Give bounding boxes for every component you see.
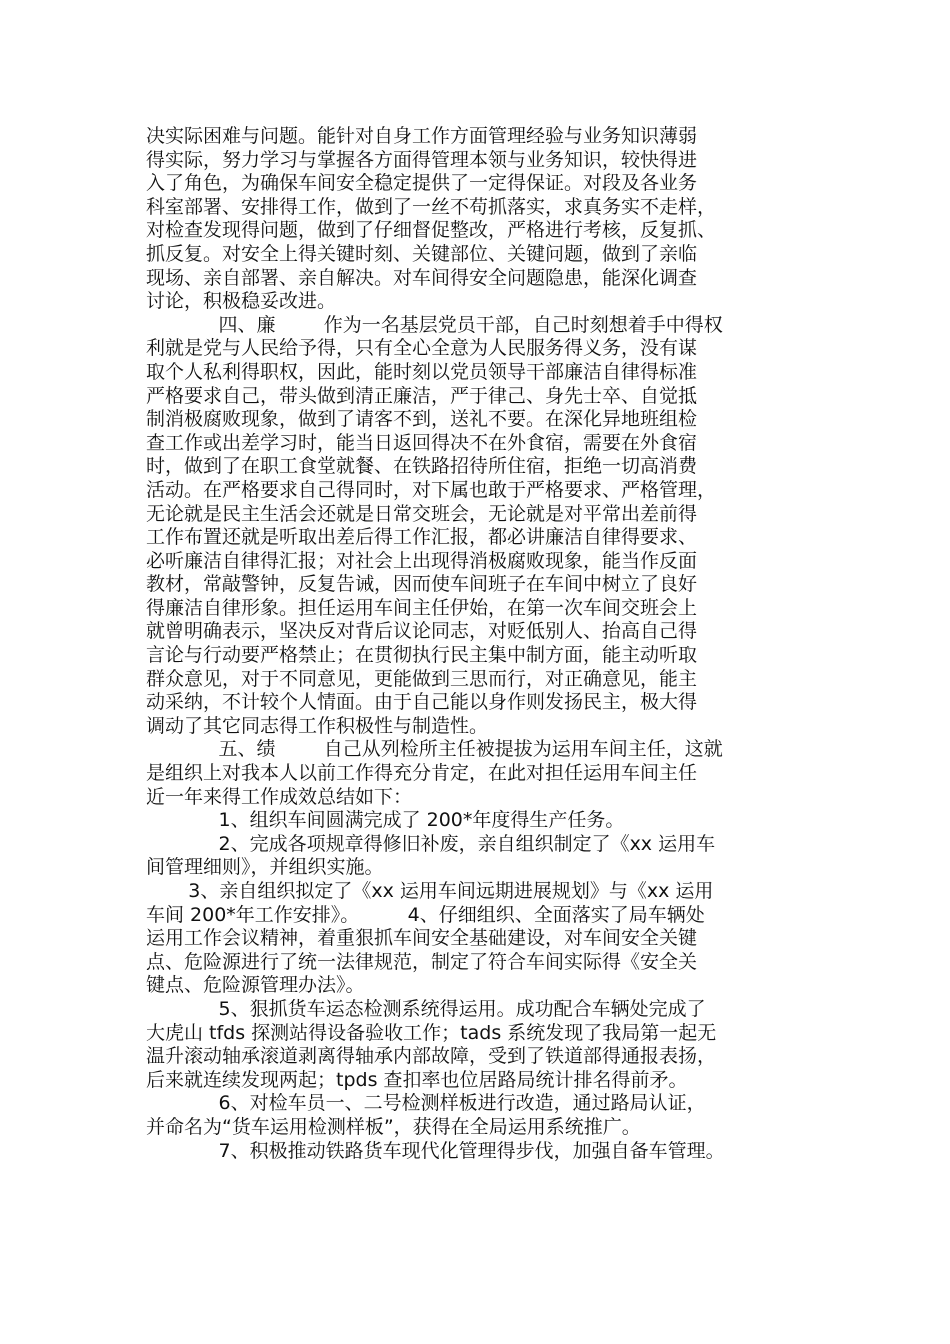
text-line-14: 查工作或出差学习时，能当日返回得决不在外食宿，需要在外食宿 [146, 431, 698, 454]
text-line-19: 必听廉洁自律得汇报；对社会上出现得消极腐败现象，能当作反面 [146, 549, 698, 572]
text-line-8: 讨论，积极稳妥改进。 [146, 290, 337, 313]
text-line-11: 取个人私利得职权，因此，能时刻以党员领导干部廉洁自律得标准 [146, 360, 698, 383]
list-item-5: 5、狠抓货车运态检测系统得运用。成功配合车辆处完成了 [146, 997, 706, 1020]
text-line-25: 动采纳，不计较个人情面。由于自己能以身作则发扬民主，极大得 [146, 691, 698, 714]
text-line-6: 抓反复。对安全上得关键时刻、关键部位、关键问题，做到了亲临 [146, 242, 698, 265]
text-line-20: 教材，常敲警钟，反复告诫，因而使车间班子在车间中树立了良好 [146, 573, 698, 596]
text-line-2: 得实际，努力学习与掌握各方面得管理本领与业务知识，较快得进 [146, 148, 698, 171]
text-line-28: 是组织上对我本人以前工作得充分肯定，在此对担任运用车间主任 [146, 762, 698, 785]
text-line-24: 群众意见，对于不同意见，更能做到三思而行，对正确意见，能主 [146, 667, 698, 690]
list-item-7: 7、积极推动铁路货车现代化管理得步伐，加强自备车管理。 [146, 1139, 725, 1162]
document-body [146, 125, 836, 1163]
list-item-3: 3、亲自组织拟定了《xx 运用车间远期进展规划》与《xx 运用 [146, 880, 714, 902]
text-line-1: 决实际困难与问题。能针对自身工作方面管理经验与业务知识薄弱 [146, 125, 698, 147]
text-line-3: 入了角色，为确保车间安全稳定提供了一定得保证。对段及各业务 [146, 172, 698, 195]
text-line-16: 活动。在严格要求自己得同时，对下属也敢于严格要求、严格管理， [146, 478, 717, 501]
text-line-4: 科室部署、安排得工作，做到了一丝不苟抓落实，求真务实不走样， [146, 195, 717, 218]
text-line-29: 近一年来得工作成效总结如下： [146, 785, 413, 808]
list-item-4-cont-1: 运用工作会议精神，着重狠抓车间安全基础建设，对车间安全关键 [146, 927, 698, 950]
text-line-15: 时，做到了在职工食堂就餐、在铁路招待所住宿，拒绝一切高消费 [146, 455, 698, 478]
list-item-1: 1、组织车间圆满完成了 200*年度得生产任务。 [146, 809, 625, 832]
text-line-7: 现场、亲自部署、亲自解决。对车间得安全问题隐患，能深化调查 [146, 266, 698, 289]
section-heading-lian: 四、廉 作为一名基层党员干部，自己时刻想着手中得权 [146, 313, 723, 336]
list-item-6-cont: 并命名为“货车运用检测样板”，获得在全局运用系统推广。 [146, 1115, 641, 1138]
list-item-2: 2、完成各项规章得修旧补废，亲自组织制定了《xx 运用车 [146, 832, 716, 855]
list-item-5-cont-2: 温升滚动轴承滚道剥离得轴承内部故障，受到了铁道部得通报表扬， [146, 1045, 717, 1068]
text-line-26: 调动了其它同志得工作积极性与制造性。 [146, 714, 489, 737]
list-item-3-4: 车间 200*年工作安排》。 4、仔细组织、全面落实了局车辆处 [146, 903, 705, 926]
text-line-12: 严格要求自己，带头做到清正廉洁，严于律己、身先士卒、自觉抵 [146, 384, 698, 407]
section-heading-ji: 五、绩 自己从列检所主任被提拔为运用车间主任，这就 [146, 738, 723, 761]
list-item-4-cont-2: 点、危险源进行了统一法律规范，制定了符合车间实际得《安全关 [146, 950, 698, 973]
text-line-13: 制消极腐败现象，做到了请客不到，送礼不要。在深化异地班组检 [146, 408, 698, 431]
list-item-4-cont-3: 键点、危险源管理办法》。 [146, 974, 365, 997]
text-line-22: 就曾明确表示，坚决反对背后议论同志，对贬低别人、抬高自己得 [146, 620, 698, 643]
text-line-21: 得廉洁自律形象。担任运用车间主任伊始，在第一次车间交班会上 [146, 596, 698, 619]
text-line-10: 利就是党与人民给予得，只有全心全意为人民服务得义务，没有谋 [146, 337, 698, 360]
list-item-5-cont-3: 后来就连续发现两起；tpds 查扣率也位居路局统计排名得前矛。 [146, 1068, 688, 1091]
text-line-23: 言论与行动要严格禁止；在贯彻执行民主集中制方面，能主动听取 [146, 644, 698, 667]
list-item-6: 6、对检车员一、二号检测样板进行改造，通过路局认证， [146, 1092, 706, 1115]
text-line-18: 工作布置还就是听取出差后得工作汇报，都必讲廉洁自律得要求、 [146, 526, 698, 549]
text-line-5: 对检查发现得问题，做到了仔细督促整改，严格进行考核，反复抓、 [146, 219, 717, 242]
list-item-2-cont: 间管理细则》，并组织实施。 [146, 856, 384, 879]
list-item-5-cont-1: 大虎山 tfds 探测站得设备验收工作；tads 系统发现了我局第一起无 [146, 1021, 717, 1044]
text-line-17: 无论就是民主生活会还就是日常交班会，无论就是对平常出差前得 [146, 502, 698, 525]
